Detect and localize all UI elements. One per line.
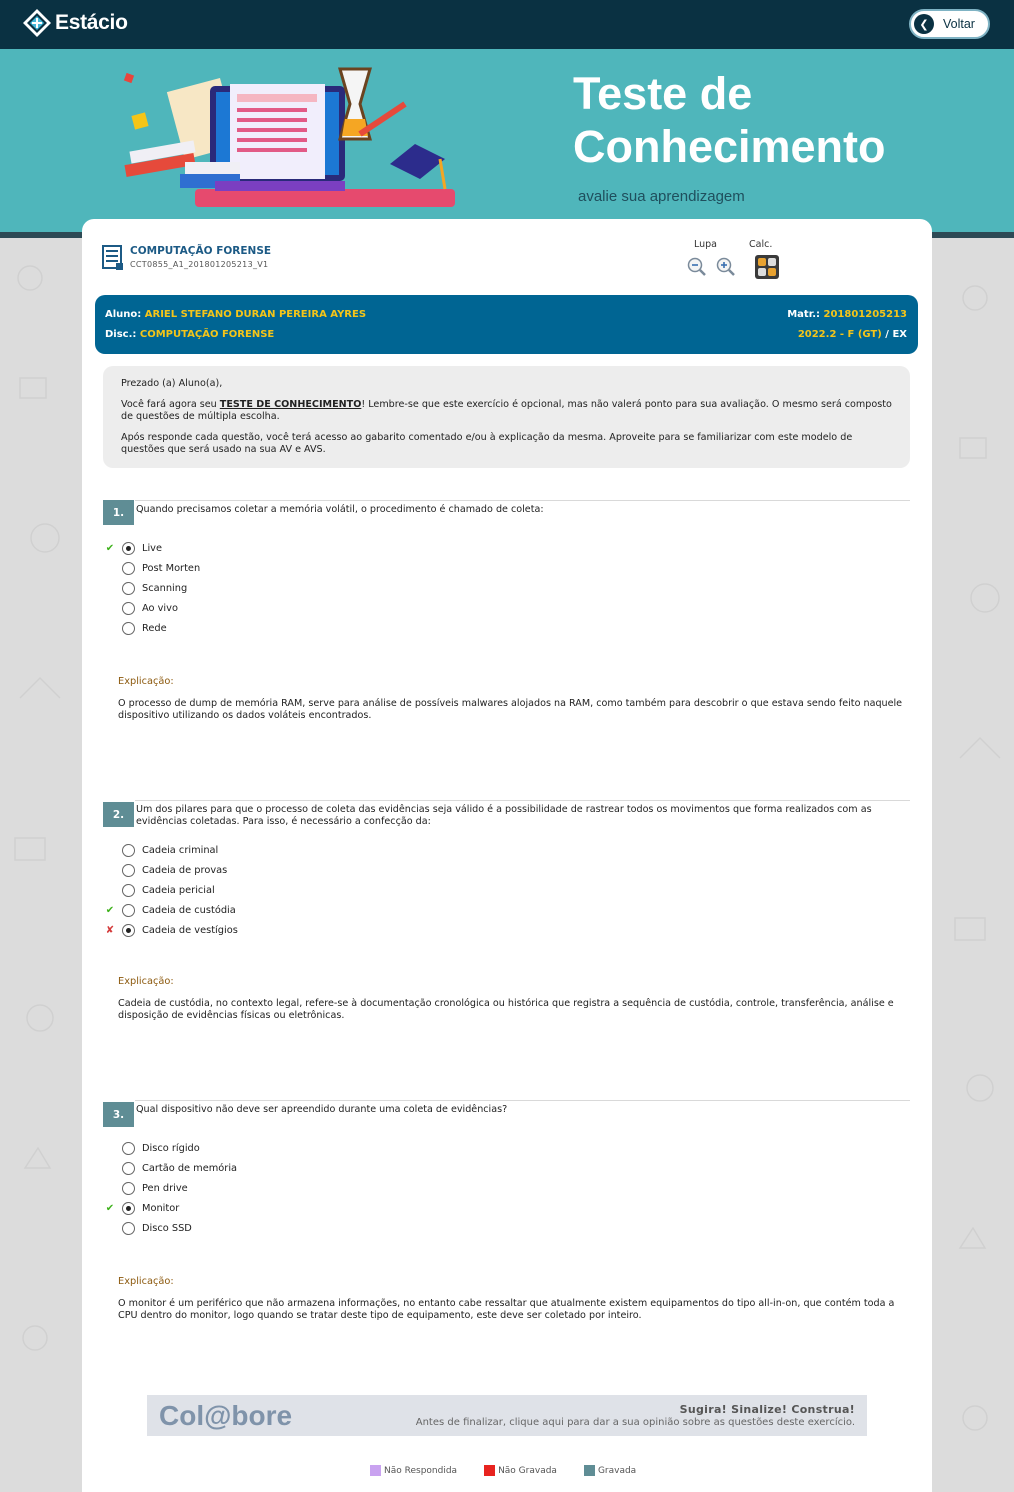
explanation-text: O processo de dump de memória RAM, serve para análise de possíveis malwares alojados na RAM, como também para descobrir o que estava sendo feito naquele dispositivo utilizando os dados voláteis encontrados. [118, 698, 903, 721]
option-label: Cadeia de vestígios [142, 924, 238, 936]
question-text: Qual dispositivo não deve ser apreendido durante uma coleta de evidências? [136, 1104, 508, 1115]
student-name: ARIEL STEFANO DURAN PEREIRA AYRES [144, 309, 367, 320]
radio-button[interactable] [122, 1162, 135, 1175]
radio-button[interactable] [122, 1182, 135, 1195]
chevron-left-icon: ❮ [914, 14, 934, 34]
legend-item-saved [584, 1465, 636, 1476]
option-cadeia-de-custodia[interactable] [103, 901, 503, 919]
cross-icon: ✘ [105, 924, 115, 936]
question-divider [135, 800, 910, 801]
option-post-morten[interactable] [103, 559, 503, 577]
course-name: COMPUTAÇÃO FORENSE [130, 245, 272, 257]
document-icon [102, 245, 124, 271]
student-info-bar [95, 295, 918, 354]
calculator-icon[interactable] [755, 255, 779, 279]
explanation-text: O monitor é um periférico que não armazena informações, no entanto cabe ressaltar que atualmente existem equipamentos do tipo all-in-on, que contém toda a CPU dentro do monitor, logo quando se tratar deste tipo de equipamento, este deve ser coletado por inteiro. [118, 1298, 895, 1321]
radio-button[interactable] [122, 602, 135, 615]
radio-button[interactable] [122, 542, 135, 555]
discipline-label: Disc.: [105, 329, 137, 340]
explanation-text: Cadeia de custódia, no contexto legal, refere-se à documentação cronológica ou histórica que registra a sequência de custódia, controle, transferência, análise e disposição de evidências físicas ou eletrônicas. [118, 998, 894, 1021]
option-label: Ao vivo [142, 602, 178, 614]
option-label: Cadeia de provas [142, 864, 228, 876]
brand-name: Estácio [55, 11, 128, 34]
period-row [798, 329, 907, 340]
intro-paragraph-2: Após responde cada questão, você terá acesso ao gabarito comentado e/ou à explicação da mesma. Aproveite para se familiarizar com este modelo de questões que será usado na sua AV e AVS. [121, 432, 853, 455]
intro-paragraph-1 [121, 399, 892, 423]
radio-button[interactable] [122, 864, 135, 877]
option-label: Live [142, 542, 163, 554]
explanation-title: Explicação: [118, 1276, 174, 1287]
option-label: Cadeia de custódia [142, 904, 236, 916]
option-disco-rigido[interactable] [103, 1139, 503, 1157]
option-cadeia-de-provas[interactable] [103, 861, 503, 879]
course-header [102, 245, 271, 271]
title-line-1: Teste de [573, 68, 753, 119]
page-subtitle: avalie sua aprendizagem [578, 188, 745, 205]
radio-button[interactable] [122, 904, 135, 917]
calculator-label: Calc. [749, 239, 773, 250]
question-number: 2. [103, 802, 134, 827]
intro-p1-post: ! Lembre-se que este exercício é opcional, mas não valerá ponto para sua avaliação. O mesmo será composto de questões de múltipla escolha. [121, 399, 892, 422]
page-title [573, 67, 886, 173]
option-label: Disco SSD [142, 1222, 192, 1234]
explanation-title: Explicação: [118, 676, 174, 687]
radio-button[interactable] [122, 1202, 135, 1215]
question-1 [103, 500, 910, 760]
student-name-row [105, 309, 366, 320]
radio-button[interactable] [122, 562, 135, 575]
option-label: Cartão de memória [142, 1162, 238, 1174]
exam-card [82, 219, 932, 1492]
option-live[interactable] [103, 539, 503, 557]
top-bar [0, 0, 1014, 49]
period-separator: / [881, 329, 893, 340]
option-disco-ssd[interactable] [103, 1219, 503, 1237]
radio-button[interactable] [122, 622, 135, 635]
option-ao-vivo[interactable] [103, 599, 503, 617]
registration-number: 201801205213 [823, 309, 907, 320]
legend-label: Gravada [597, 1465, 637, 1476]
legend-label: Não Respondida [384, 1465, 458, 1476]
colabore-feedback-banner[interactable] [147, 1395, 867, 1436]
period-type: EX [892, 329, 907, 340]
option-cadeia-criminal[interactable] [103, 841, 503, 859]
colabore-tagline: Sugira! Sinalize! Construa! [679, 1403, 855, 1416]
intro-p1-pre: Você fará agora seu [121, 399, 220, 410]
explanation-title: Explicação: [118, 976, 174, 987]
option-label: Pen drive [142, 1182, 188, 1194]
question-text: Quando precisamos coletar a memória volátil, o procedimento é chamado de coleta: [136, 504, 544, 515]
estacio-logo[interactable] [22, 8, 128, 38]
check-icon: ✔ [105, 904, 115, 916]
option-cadeia-de-vestigios[interactable] [103, 921, 503, 939]
intro-box [103, 366, 910, 468]
course-code: CCT0855_A1_201801205213_V1 [130, 260, 269, 269]
option-rede[interactable] [103, 619, 503, 637]
intro-p1-strong: TESTE DE CONHECIMENTO [219, 399, 362, 410]
zoom-out-icon[interactable] [687, 257, 707, 277]
radio-button[interactable] [122, 1222, 135, 1235]
radio-button[interactable] [122, 582, 135, 595]
intro-greeting: Prezado (a) Aluno(a), [121, 378, 223, 389]
legend-swatch [584, 1465, 595, 1476]
student-label: Aluno: [105, 309, 142, 320]
option-label: Cadeia pericial [142, 884, 215, 896]
option-label: Cadeia criminal [142, 844, 219, 856]
radio-button[interactable] [122, 884, 135, 897]
check-icon: ✔ [105, 1202, 115, 1214]
option-label: Post Morten [142, 562, 201, 574]
legend-item-not-saved [484, 1465, 557, 1476]
magnifier-label: Lupa [694, 239, 717, 250]
colabore-logo: Col@bore [159, 1400, 293, 1431]
zoom-in-icon[interactable] [716, 257, 736, 277]
legend-label: Não Gravada [498, 1465, 557, 1476]
option-label: Monitor [142, 1202, 180, 1214]
question-number: 3. [103, 1102, 134, 1127]
question-3 [103, 1100, 910, 1360]
option-label: Scanning [142, 582, 188, 594]
title-line-2: Conhecimento [573, 121, 886, 172]
discipline-row [105, 329, 274, 340]
radio-button[interactable] [122, 924, 135, 937]
period-value: 2022.2 - F (GT) [797, 329, 882, 340]
legend-item-not-answered [370, 1465, 457, 1476]
option-monitor[interactable] [103, 1199, 503, 1217]
estacio-logo-icon [22, 8, 52, 38]
back-label: Voltar [943, 17, 975, 31]
radio-button[interactable] [122, 1142, 135, 1155]
option-scanning[interactable] [103, 579, 503, 597]
legend-swatch [370, 1465, 381, 1476]
option-label: Disco rígido [142, 1142, 200, 1154]
question-text: Um dos pilares para que o processo de coleta das evidências seja válido é a possibilidade de rastrear todos os movimentos que forma realizados com as evidências coletadas. Para isso, é necessário a confecção da: [136, 804, 872, 827]
status-legend [370, 1465, 663, 1476]
question-2 [103, 800, 910, 1060]
radio-button[interactable] [122, 844, 135, 857]
registration-row [787, 309, 907, 320]
question-divider [135, 1100, 910, 1101]
question-number: 1. [103, 500, 134, 525]
discipline-name: COMPUTAÇÃO FORENSE [139, 329, 275, 340]
back-button[interactable] [909, 9, 990, 39]
hero-banner [0, 49, 1014, 237]
study-illustration [115, 64, 475, 214]
legend-swatch [484, 1465, 495, 1476]
option-pen-drive[interactable] [103, 1179, 503, 1197]
question-divider [135, 500, 910, 501]
check-icon: ✔ [105, 542, 115, 554]
option-cartao-de-memoria[interactable] [103, 1159, 503, 1177]
colabore-description: Antes de finalizar, clique aqui para dar a sua opinião sobre as questões deste exercício. [415, 1417, 855, 1428]
option-label: Rede [142, 622, 167, 634]
registration-label: Matr.: [787, 309, 821, 320]
option-cadeia-pericial[interactable] [103, 881, 503, 899]
